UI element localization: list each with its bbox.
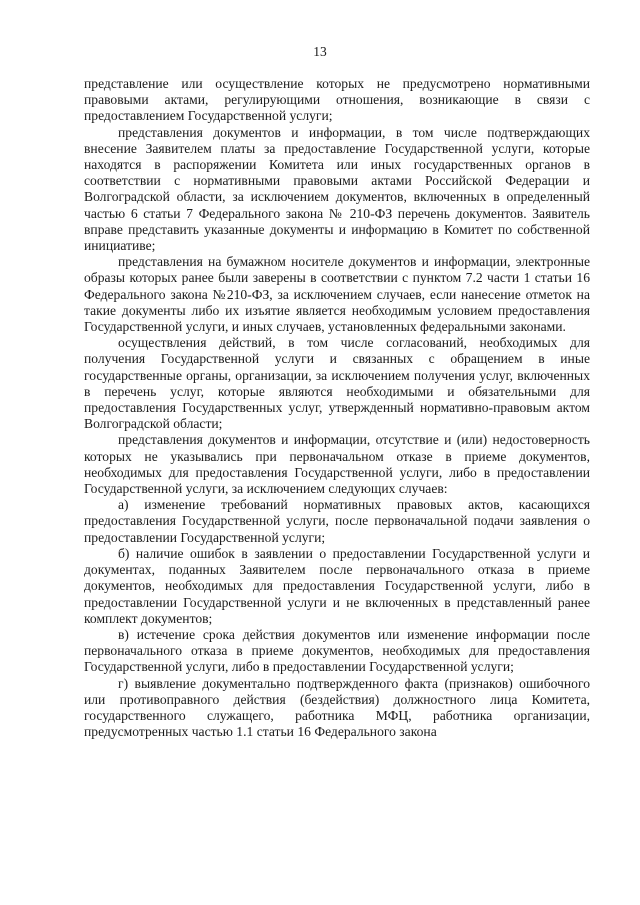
list-item-v: в) истечение срока действия документов или изменение информации после первоначального отказа в приеме документов, необходимых для предоставления Государственной услуги, либо в предоставлении Государственной услуги; xyxy=(84,626,590,675)
page-number: 13 xyxy=(313,44,327,59)
list-item-b: б) наличие ошибок в заявлении о предоставлении Государственной услуги и документах, поданных Заявителем после первоначального отказа в приеме документов, необходимых для предоставления Государственной услуги, либо в предоставлении Государственной услуги и не включенных в представленный ранее комплект документов; xyxy=(84,545,590,626)
paragraph-paper-documents: представления на бумажном носителе документов и информации, электронные образы которых ранее были заверены в соответствии с пунктом 7.2 части 1 статьи 16 Федерального закона №210-ФЗ, за исключением случаев, если нанесение отметок на такие документы либо их изъятие является необходимым условием предоставления Государственной услуги, и иных случаев, установленных федеральными законами. xyxy=(84,254,590,335)
paragraph-actions-approvals: осуществления действий, в том числе согласований, необходимых для получения Государственной услуги и связанных с обращением в иные государственные органы, организации, за исключением получения услуг, включенных в перечень услуг, которые являются необходимыми и обязательными для предоставления Государственных услуг, утвержденный нормативно-правовым актом Волгоградской области; xyxy=(84,335,590,432)
document-body xyxy=(84,76,590,740)
list-item-a: а) изменение требований нормативных правовых актов, касающихся предоставления Государственной услуги, после первоначальной подачи заявления о предоставлении Государственной услуги; xyxy=(84,497,590,545)
paragraph-continuation: представление или осуществление которых не предусмотрено нормативными правовыми актами, регулирующими отношения, возникающие в связи с предоставлением Государственной услуги; xyxy=(84,76,590,124)
list-item-g: г) выявление документально подтвержденного факта (признаков) ошибочного или противоправного действия (бездействия) должностного лица Комитета, государственного служащего, работника МФЦ, работника организации, предусмотренных частью 1.1 статьи 16 Федерального закона xyxy=(84,675,590,740)
paragraph-missing-documents: представления документов и информации, отсутствие и (или) недостоверность которых не указывались при первоначальном отказе в приеме документов, необходимых для предоставления Государственной услуги, либо в предоставлении Государственной услуги, за исключением следующих случаев: xyxy=(84,432,590,497)
paragraph-documents-information: представления документов и информации, в том числе подтверждающих внесение Заявителем платы за предоставление Государственной услуги, которые находятся в распоряжении Комитета или иных государственных органов в соответствии с нормативными правовыми актами Российской Федерации и Волгоградской области, за исключением документов, включенных в определенный частью 6 статьи 7 Федерального закона № 210-ФЗ перечень документов. Заявитель вправе представить указанные документы и информацию в Комитет по собственной инициативе; xyxy=(84,124,590,254)
